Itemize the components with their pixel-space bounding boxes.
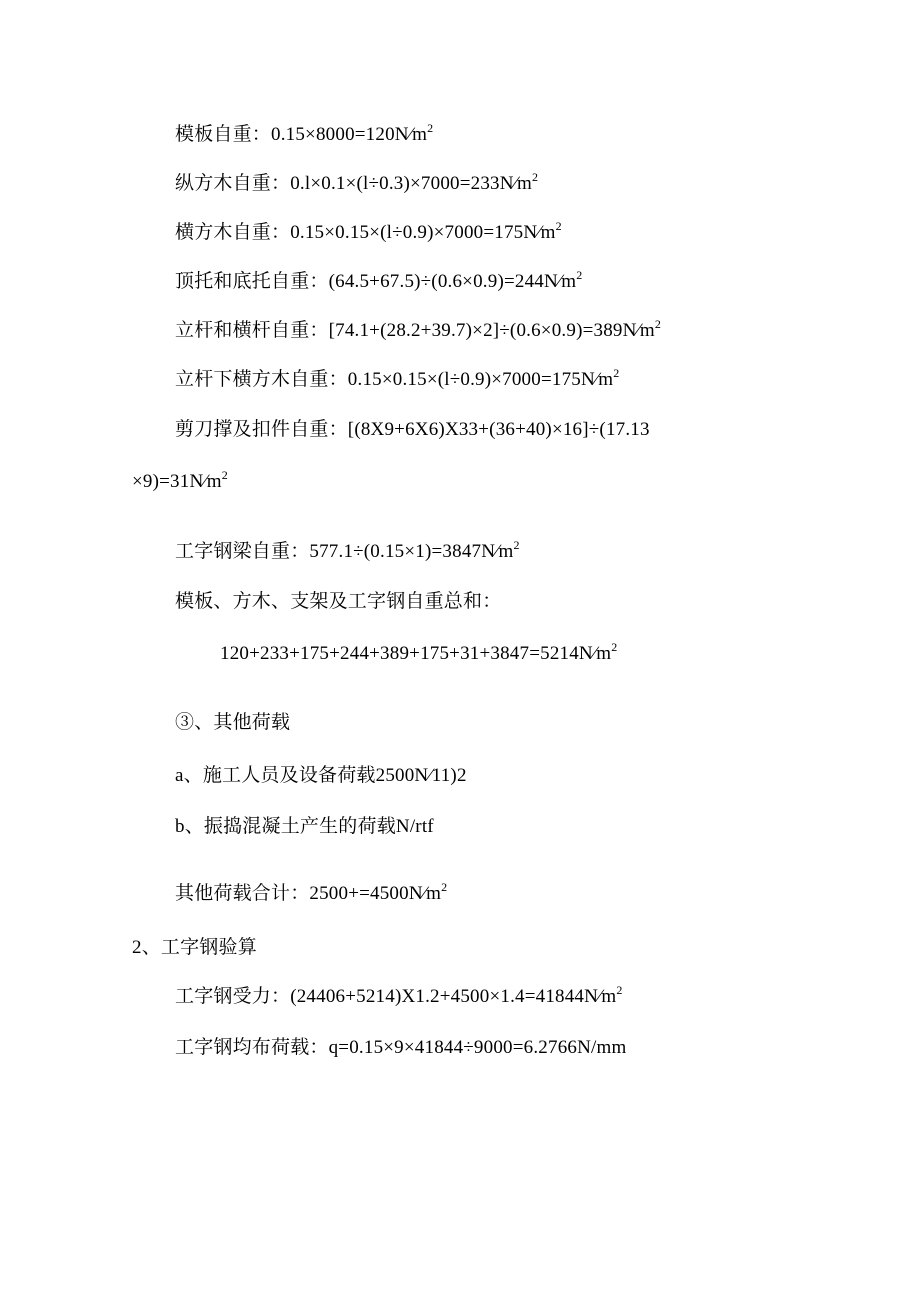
text-line-self-weight-total: $120+233+175+244+389+175+31+3847=5214N∕m^2$ xyxy=(220,640,618,664)
text-line-worker-load: a、施工人员及设备荷载2500N∕11)2 xyxy=(175,765,467,786)
text-line-jack-weight: 顶托和底托自重：$(64.5+67.5)\div(0.6\times 0.9)=244N∕m^2$ xyxy=(175,268,583,292)
text-line-transverse-timber-weight: 横方木自重：$0.15\times 0.15\times(l\div 0.9)\times 7000=175N∕m^2$ xyxy=(175,219,562,243)
text-line-longitudinal-timber-weight: 纵方木自重：$0.l\times 0.1\times(l\div 0.3)\times 7000=233N∕m^2$ xyxy=(175,170,539,194)
text-line-i-beam-distributed-load: 工字钢均布荷载：q=0.15×9×41844÷9000=6.2766N/mm xyxy=(175,1037,627,1058)
text-line-vibration-load: b、振捣混凝土产生的荷载N/rtf xyxy=(175,816,434,837)
text-line-other-loads-total: 其他荷载合计：$2500+=4500N∕m^2$ xyxy=(175,880,448,904)
text-line-i-beam-force: 工字钢受力：$(24406+5214)X1.2+4500\times 1.4=41844N∕m^2$ xyxy=(175,983,623,1007)
text-line-under-pole-timber-weight: 立杆下横方木自重：$0.15\times 0.15\times(l\div 0.9)\times 7000=175N∕m^2$ xyxy=(175,366,620,390)
text-line-bracing-weight: 剪刀撑及扣件自重：[(8X9+6X6)X33+(36+40)×16]÷(17.13 xyxy=(175,419,650,440)
text-line-formwork-weight: 模板自重：$0.15\times 8000=120N∕m^2$ xyxy=(175,121,434,145)
section-heading-i-beam-check: 2、工字钢验算 xyxy=(132,937,257,958)
text-line-pole-weight: 立杆和横杆自重：$[74.1+(28.2+39.7)\times 2]\div(0.6\times 0.9)=389N∕m^2$ xyxy=(175,317,662,341)
text-line-bracing-weight-cont: $\times 9)=31N∕m^2$ xyxy=(132,468,228,492)
text-line-self-weight-total-heading: 模板、方木、支架及工字钢自重总和： xyxy=(175,591,502,612)
text-line-other-loads-heading: ③、其他荷载 xyxy=(175,712,291,733)
text-line-i-beam-weight: 工字钢梁自重：$577.1\div(0.15\times 1)=3847N∕m^2$ xyxy=(175,538,520,562)
